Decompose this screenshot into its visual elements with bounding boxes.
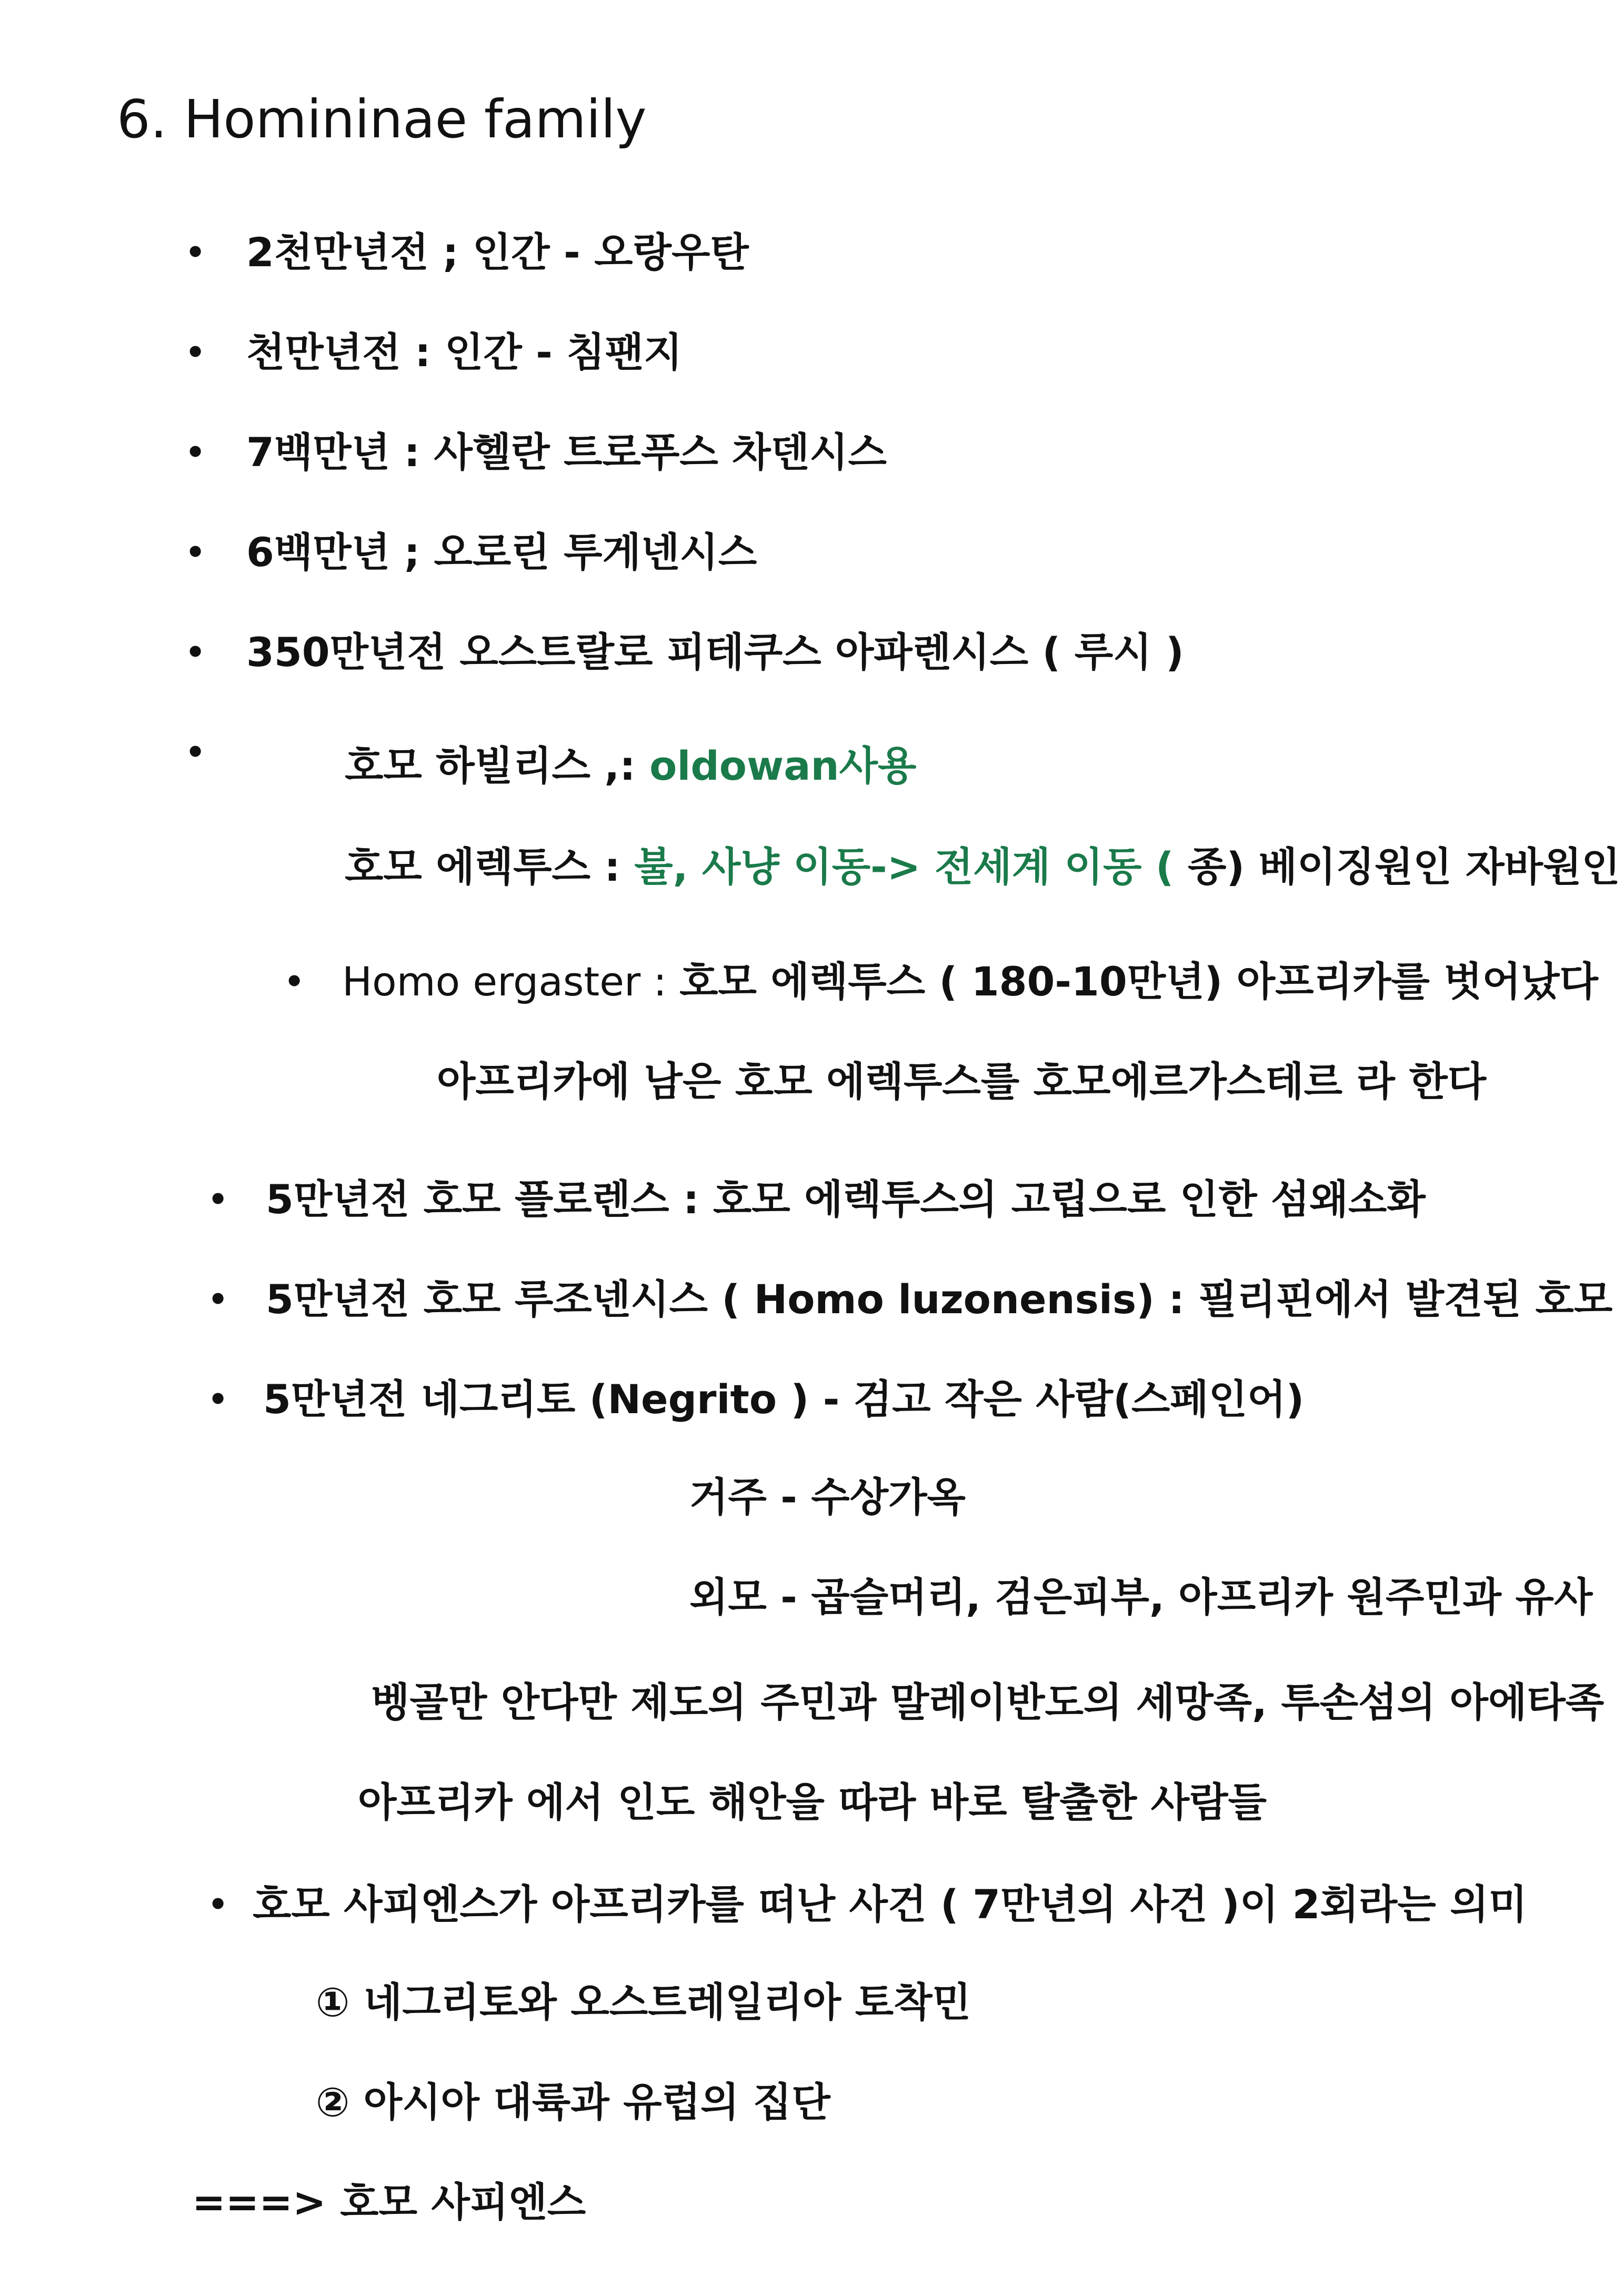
erectus-green-text: 불, 사냥 이동-> 전세계 이동 (: [634, 843, 1174, 890]
line-homo-erectus: [345, 843, 1620, 890]
ergaster-label: Homo ergaster :: [342, 958, 680, 1005]
line-homo-luzonensis: 5만년전 호모 루조넨시스 ( Homo luzonensis) : 필리핀에서 발견된 호모: [266, 1276, 1613, 1323]
line-negrito-appearance: 외모 - 곱슬머리, 검은피부, 아프리카 원주민과 유사: [689, 1574, 1593, 1620]
line-negrito: 5만년전 네그리토 (Negrito ) - 검고 작은 사람(스페인어): [263, 1376, 1305, 1423]
line-negrito-residence: 거주 - 수상가옥: [689, 1474, 966, 1520]
line-homo-floresiensis: 5만년전 호모 플로렌스 : 호모 에렉투스의 고립으로 인한 섬왜소화: [266, 1176, 1426, 1223]
line-homo-ergaster: [342, 958, 1598, 1005]
bullet-9: •: [208, 1281, 228, 1318]
line-group-1: ① 네그리토와 오스트레일리아 토착민: [316, 1979, 971, 2026]
bullet-2: •: [185, 334, 206, 371]
line-coastal-migration: 아프리카 에서 인도 해안을 따라 바로 탈출한 사람들: [358, 1779, 1267, 1826]
line-3.5m-lucy: 350만년전 오스트랄로 피테쿠스 아파렌시스 ( 루시 ): [246, 629, 1184, 676]
erectus-suffix: 종) 베이징원인 자바원인: [1174, 843, 1620, 890]
erectus-label: 호모 에렉투스 :: [345, 843, 635, 890]
bullet-10: •: [208, 1381, 228, 1418]
bullet-3: •: [185, 434, 206, 471]
bullet-5: •: [185, 634, 206, 671]
bullet-1: •: [185, 234, 206, 271]
habilis-oldowan: oldowan사용: [649, 742, 917, 789]
line-conclusion: ===> 호모 사피엔스: [192, 2179, 586, 2225]
line-group-2: ② 아시아 대륙과 유럽의 집단: [316, 2079, 830, 2126]
line-negrito-groups: 벵골만 안다만 제도의 주민과 말레이반도의 세망족, 투손섬의 아에타족: [371, 1679, 1605, 1726]
line-20m-orangutan: 2천만년전 ; 인간 - 오랑우탄: [246, 229, 749, 276]
bullet-7: •: [284, 963, 305, 1000]
line-out-of-africa: 호모 사피엔스가 아프리카를 떠난 사건 ( 7만년의 사건 )이 2회라는 의미: [253, 1881, 1528, 1928]
bullet-4: •: [185, 534, 206, 571]
line-7m-sahelanthropus: 7백만년 : 사헬란 트로푸스 차덴시스: [246, 429, 887, 476]
bullet-6: •: [185, 734, 206, 771]
line-homo-habilis: [345, 742, 917, 789]
bullet-11: •: [208, 1886, 228, 1923]
line-6m-orrorin: 6백만년 ; 오로린 투게넨시스: [246, 529, 757, 576]
line-ergaster-definition: 아프리카에 남은 호모 에렉투스를 호모에르가스테르 라 한다: [437, 1058, 1487, 1105]
page-title: 6. Homininae family: [117, 88, 647, 150]
ergaster-text: 호모 에렉투스 ( 180-10만년) 아프리카를 벗어났다: [679, 958, 1598, 1005]
line-10m-chimpanzee: 천만년전 : 인간 - 침팬지: [246, 329, 683, 376]
bullet-8: •: [208, 1181, 228, 1218]
habilis-label: 호모 하빌리스 ,:: [345, 742, 650, 789]
